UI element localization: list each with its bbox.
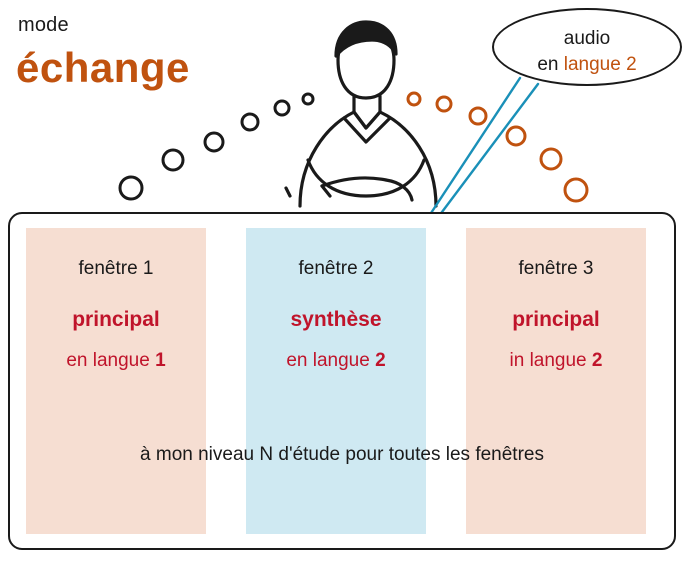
bubble-line-2-prefix: en [537,54,564,75]
window-2-title: fenêtre 2 [298,258,374,279]
window-2-main: synthèse [290,308,382,331]
window-panel-3 [466,228,646,534]
bubble-line-2 [492,52,682,78]
mode-title: échange [16,44,190,91]
window-2-sub [246,350,426,372]
bubble-line-2-highlight: langue 2 [563,54,637,75]
window-1-sub [26,350,206,372]
window-3-sub [466,350,646,372]
window-2-sub-number: 2 [375,350,386,371]
mode-label: mode [18,14,69,36]
window-1-sub-prefix: en langue [66,350,156,371]
footer-note: à mon niveau N d'étude pour toutes les fenêtres [140,444,544,465]
window-panel-1 [26,228,206,534]
window-1-title: fenêtre 1 [78,258,154,279]
window-3-sub-number: 2 [591,350,603,371]
speech-bubble-text [492,26,682,78]
bubble-line-1: audio [563,28,611,49]
window-1-sub-number: 1 [155,350,166,371]
window-1-main: principal [72,308,160,331]
window-3-sub-prefix: in langue [509,350,592,371]
window-3-title: fenêtre 3 [518,258,594,279]
window-3-main: principal [512,308,600,331]
window-2-sub-prefix: en langue [286,350,376,371]
window-panel-2 [246,228,426,534]
